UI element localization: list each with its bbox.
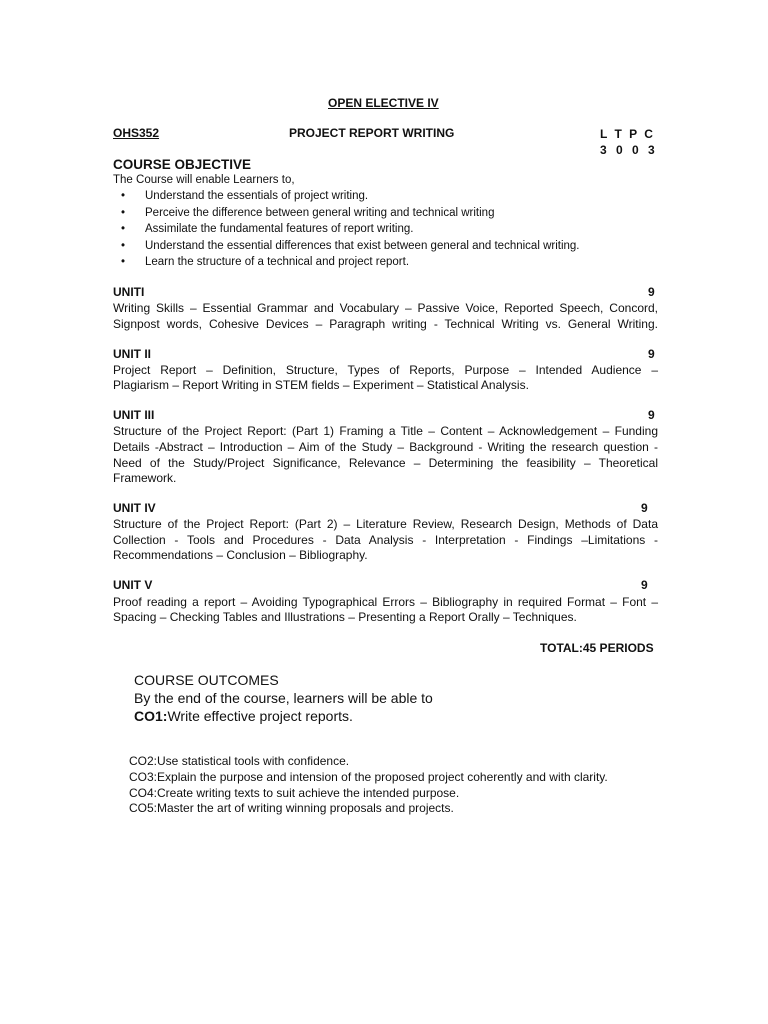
outcome-item <box>129 785 459 801</box>
bullet-icon: • <box>121 256 126 268</box>
bullet-icon: • <box>121 239 126 252</box>
outcome-label: CO2: <box>129 754 158 768</box>
unit-line: Framework. <box>113 471 177 485</box>
unit-hours: 9 <box>641 578 648 592</box>
course-code: OHS352 <box>113 126 160 140</box>
unit-line: Proof reading a report – Avoiding Typographical Errors – Bibliography in required Format – Font – <box>113 595 658 609</box>
objective-item: • Learn the structure of a technical and project report. <box>121 256 410 268</box>
unit-line: Recommendations – Conclusion – Bibliography. <box>113 548 368 562</box>
unit-title: UNIT III <box>113 408 155 422</box>
unit-title: UNITI <box>113 285 145 299</box>
unit-title: UNIT V <box>113 578 153 592</box>
outcome-text: Master the art of writing winning proposals and projects. <box>157 801 454 815</box>
unit-line: Signpost words, Cohesive Devices – Paragraph writing - Technical Writing vs. General Writing. <box>113 317 658 331</box>
objective-item: • Assimilate the fundamental features of report writing. <box>121 223 414 235</box>
unit-line: Structure of the Project Report: (Part 1) Framing a Title – Content – Acknowledgement – Funding <box>113 424 658 438</box>
unit-line: Details -Abstract – Introduction – Aim of the Study – Background - Writing the research question - <box>113 440 658 454</box>
unit-title: UNIT II <box>113 347 151 361</box>
ltpc-letters: L T P C <box>600 127 653 141</box>
outcome-text: Explain the purpose and intension of the proposed project coherently and with clarity. <box>157 770 608 784</box>
outcomes-heading: COURSE OUTCOMES <box>134 672 279 688</box>
outcome-text: Use statistical tools with confidence. <box>157 754 350 768</box>
outcome-label: CO3: <box>129 770 158 784</box>
bullet-icon: • <box>121 190 126 202</box>
outcome-label: CO5: <box>129 801 158 815</box>
unit-hours: 9 <box>648 285 655 299</box>
unit-line: Project Report – Definition, Structure, Types of Reports, Purpose – Intended Audience – <box>113 363 658 377</box>
outcome-co1 <box>134 707 353 725</box>
total-periods: TOTAL:45 PERIODS <box>540 641 654 655</box>
objective-list <box>113 188 580 271</box>
unit-hours: 9 <box>648 408 655 422</box>
unit-hours: 9 <box>648 347 655 361</box>
unit-line: Writing Skills – Essential Grammar and Vocabulary – Passive Voice, Reported Speech, Concord, <box>113 301 658 315</box>
outcome-text: Write effective project reports. <box>167 708 353 724</box>
bullet-icon: • <box>121 223 126 235</box>
outcome-item <box>129 769 608 785</box>
unit-line: Need of the Study/Project Significance, Relevance – Determining the feasibility – Theoretical <box>113 456 658 470</box>
unit-title: UNIT IV <box>113 501 156 515</box>
outcome-item <box>129 753 349 769</box>
objective-intro: The Course will enable Learners to, <box>113 174 295 186</box>
objective-item: • Understand the essentials of project writing. <box>121 190 369 202</box>
objective-item: • Understand the essential differences that exist between general and technical writing. <box>121 239 580 252</box>
outcome-label: CO1: <box>134 708 168 724</box>
outcome-item <box>129 800 454 816</box>
outcome-label: CO4: <box>129 786 158 800</box>
unit-hours: 9 <box>641 501 648 515</box>
unit-line: Structure of the Project Report: (Part 2) – Literature Review, Research Design, Methods of Data <box>113 517 658 531</box>
unit-line: Collection - Tools and Procedures - Data Analysis - Interpretation - Findings –Limitations - <box>113 533 658 547</box>
bullet-icon: • <box>121 206 126 219</box>
unit-line: Plagiarism – Report Writing in STEM fields – Experiment – Statistical Analysis. <box>113 378 529 392</box>
course-title: PROJECT REPORT WRITING <box>289 126 455 140</box>
unit-line: Spacing – Checking Tables and Illustrations – Presenting a Report Orally – Techniques. <box>113 610 577 624</box>
objective-heading: COURSE OBJECTIVE <box>113 157 252 172</box>
objective-item: • Perceive the difference between general writing and technical writing <box>121 206 495 219</box>
outcome-text: Create writing texts to suit achieve the intended purpose. <box>157 786 460 800</box>
elective-title: OPEN ELECTIVE IV <box>328 96 439 110</box>
ltpc-values: 3 0 0 3 <box>600 143 655 157</box>
outcomes-intro: By the end of the course, learners will be able to <box>134 690 433 706</box>
